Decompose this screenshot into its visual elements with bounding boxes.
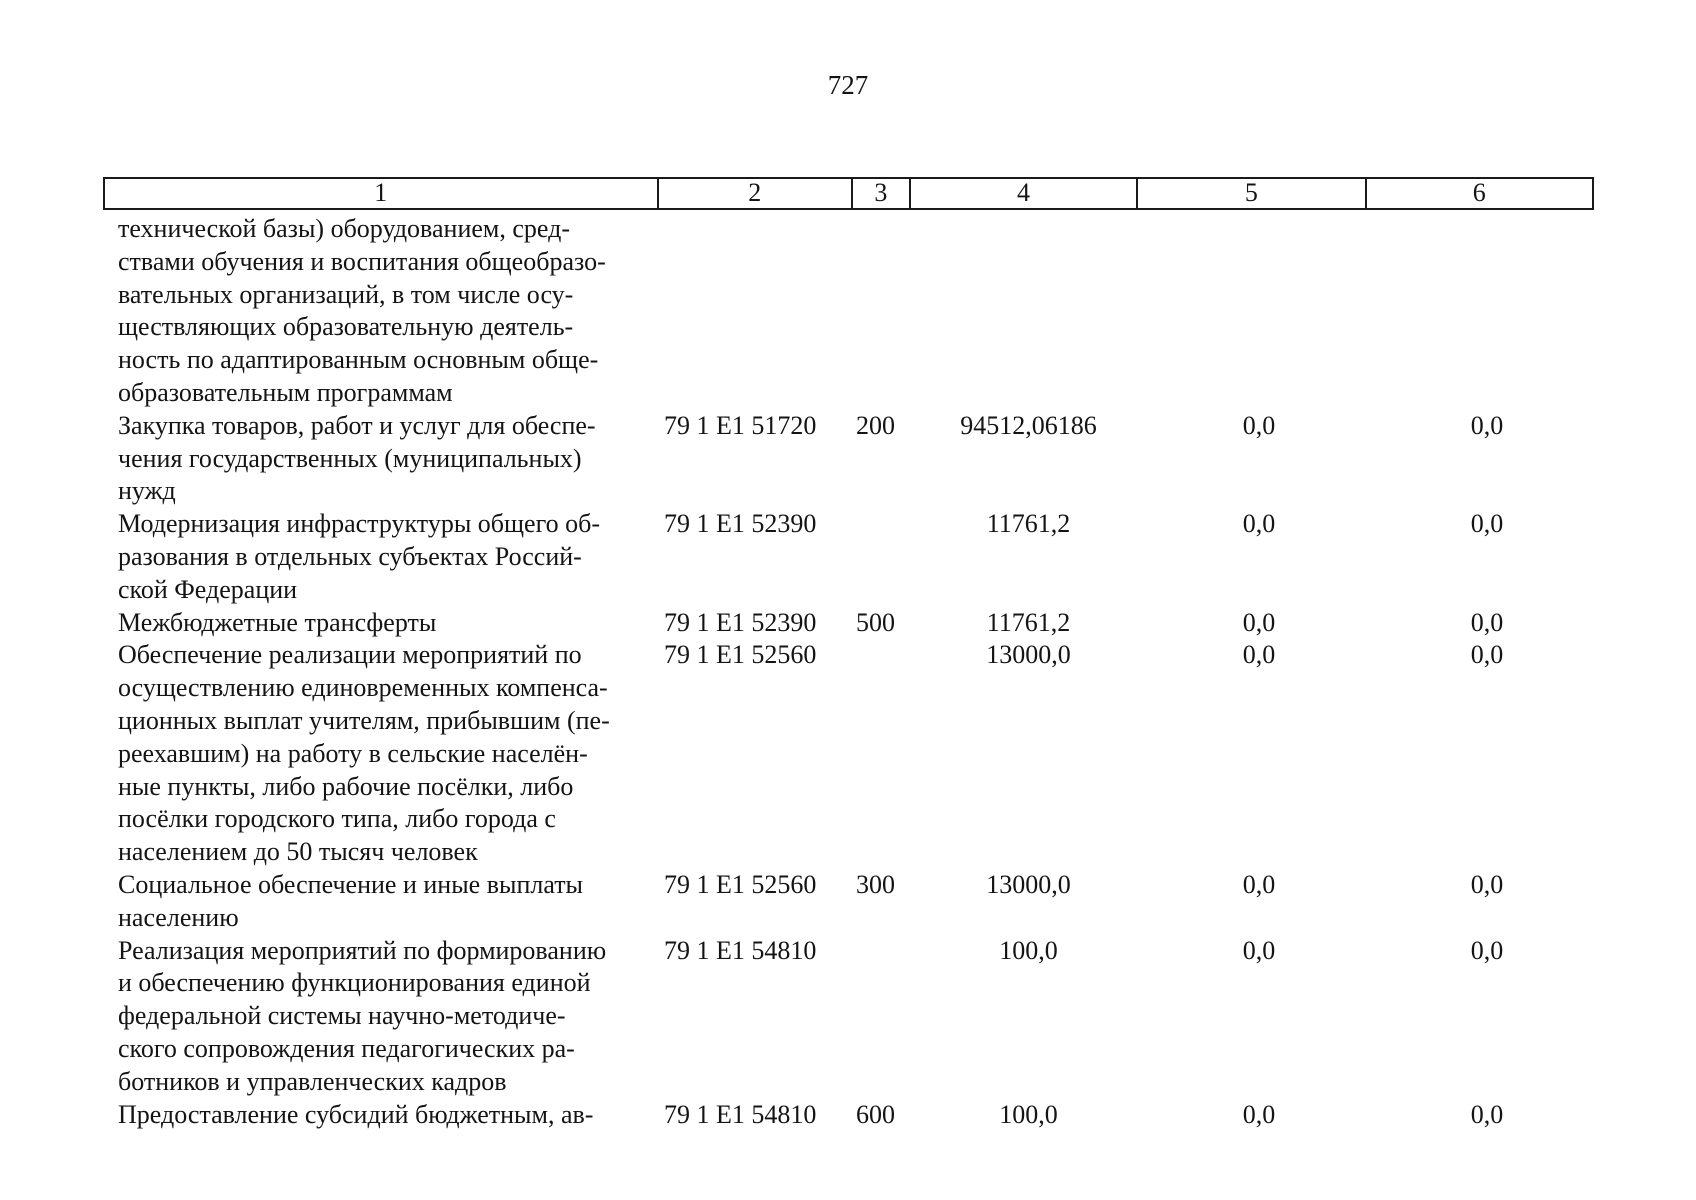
row-value-4: 13000,0 <box>986 640 1071 670</box>
row-value-6: 0,0 <box>1470 607 1504 637</box>
table-row <box>118 410 1601 508</box>
row-name: Социальное обеспечение и иные выплаты населению <box>118 869 584 932</box>
row-name: Закупка товаров, работ и услуг для обеспе- чения государственных (муниципальных) нужд <box>118 410 596 506</box>
row-value-4: 11761,2 <box>986 607 1071 637</box>
header-col-6: 6 <box>1472 178 1486 207</box>
row-value-4: 13000,0 <box>986 869 1071 899</box>
row-value-4: 100,0 <box>999 935 1058 965</box>
row-code: 79 1 E1 52560 <box>664 869 817 899</box>
row-name: технической базы) оборудованием, сред- ствами обучения и воспитания общеобразо- вательных организаций, в том числе осу- ществляющих образовательную деятель- ность по адаптированным основным обще- образовательным программам <box>118 214 606 407</box>
row-name: Модернизация инфраструктуры общего об- разования в отдельных субъектах Россий- ской Федерации <box>118 509 600 604</box>
header-col-2: 2 <box>659 179 853 208</box>
row-value-6: 0,0 <box>1470 869 1504 899</box>
table-row <box>118 508 1601 606</box>
row-value-5: 0,0 <box>1242 1099 1276 1129</box>
row-name: Реализация мероприятий по формированию и обеспечению функционирования единой федеральной системы научно-методиче- ского сопровождения педагогических ра- ботников и управленческих кадров <box>118 935 607 1096</box>
row-value-6: 0,0 <box>1470 935 1504 965</box>
table-header <box>103 177 1594 210</box>
row-value-5: 0,0 <box>1242 640 1276 670</box>
row-value-5: 0,0 <box>1242 509 1276 539</box>
row-value-5: 0,0 <box>1242 869 1276 899</box>
row-value-6: 0,0 <box>1470 509 1504 539</box>
row-value-6: 0,0 <box>1470 410 1504 440</box>
header-col-3: 3 <box>853 179 911 208</box>
row-code: 79 1 E1 51720 <box>664 410 817 440</box>
page-number: 727 <box>827 70 869 100</box>
header-col-4: 4 <box>911 179 1138 208</box>
row-type: 200 <box>856 410 895 440</box>
row-value-4: 100,0 <box>999 1099 1058 1129</box>
row-type: 500 <box>856 607 895 637</box>
row-value-6: 0,0 <box>1470 1099 1504 1129</box>
row-value-6: 0,0 <box>1470 640 1504 670</box>
row-code: 79 1 E1 52390 <box>664 607 817 637</box>
row-value-4: 94512,06186 <box>960 410 1097 440</box>
header-col-1: 1 <box>105 179 659 208</box>
row-name: Обеспечение реализации мероприятий по осуществлению единовременных компенса- ционных выплат учителям, прибывшим (пе- реехавшим) на работу в сельские населён- ные пункты, либо рабочие посёлки, либо посёлки городского типа, либо города с населением до 50 тысяч человек <box>118 640 610 867</box>
row-code: 79 1 E1 54810 <box>664 935 817 965</box>
row-value-5: 0,0 <box>1242 935 1276 965</box>
row-value-4: 11761,2 <box>986 509 1071 539</box>
table-body <box>118 213 1601 1131</box>
header-col-5: 5 <box>1138 179 1366 208</box>
table-row <box>118 935 1601 1099</box>
row-code: 79 1 E1 52390 <box>664 509 817 539</box>
table-row <box>118 1099 1601 1132</box>
table-row <box>118 213 1601 410</box>
row-value-5: 0,0 <box>1242 607 1276 637</box>
table-row <box>118 607 1601 640</box>
row-code: 79 1 E1 54810 <box>664 1099 817 1129</box>
row-name: Предоставление субсидий бюджетным, ав- <box>118 1099 594 1129</box>
row-name: Межбюджетные трансферты <box>118 607 437 637</box>
row-type: 300 <box>856 869 895 899</box>
row-value-5: 0,0 <box>1242 410 1276 440</box>
row-type: 600 <box>856 1099 895 1129</box>
row-code: 79 1 E1 52560 <box>664 640 817 670</box>
table-row <box>118 639 1601 869</box>
table-row <box>118 869 1601 935</box>
